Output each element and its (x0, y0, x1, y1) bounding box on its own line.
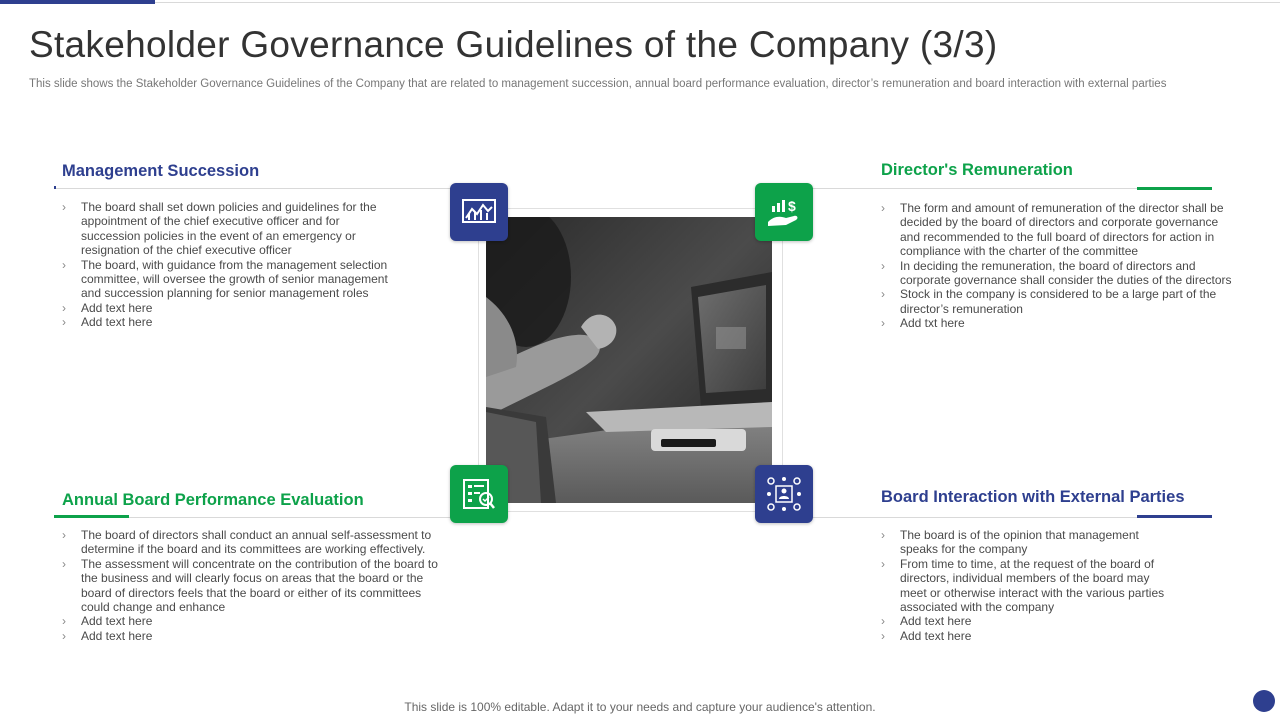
management-succession-rule (54, 188, 450, 189)
list-item: › Add txt here (881, 316, 1236, 330)
list-item: › Add text here (62, 301, 402, 315)
evaluation-report-icon (450, 465, 508, 523)
list-item: › Add text here (62, 629, 447, 643)
page-title: Stakeholder Governance Guidelines of the Company (3/3) (29, 24, 998, 65)
management-succession-accent (54, 186, 56, 189)
meeting-photo-illustration (486, 217, 772, 503)
corner-dot (1253, 690, 1275, 712)
list-item: › The board shall set down policies and guidelines for the appointment of the chief executive officer and for succession policies in the event of an emergency or resignation of the chief executive officer (62, 200, 402, 258)
footer-note: This slide is 100% editable. Adapt it to your needs and capture your audience's attention. (404, 700, 876, 714)
board-interaction-accent (1137, 515, 1212, 518)
network-people-icon (755, 465, 813, 523)
list-item: › Add text here (62, 614, 447, 628)
directors-remuneration-title: Director's Remuneration (881, 161, 1073, 179)
money-hand-icon (755, 183, 813, 241)
list-item: › The board is of the opinion that management speaks for the company (881, 528, 1171, 557)
list-item: › The board of directors shall conduct an annual self-assessment to determine if the board and its committees are working effectively. (62, 528, 447, 557)
management-succession-list (62, 200, 402, 330)
list-item: › In deciding the remuneration, the board of directors and corporate governance shall consider the duties of the directors (881, 259, 1236, 288)
list-item: › Stock in the company is considered to be a large part of the director’s remuneration (881, 287, 1236, 316)
svg-text:$: $ (788, 198, 796, 214)
top-accent-bar (0, 0, 155, 4)
directors-remuneration-list (881, 201, 1236, 331)
list-item: › Add text here (881, 614, 1171, 628)
list-item: › The form and amount of remuneration of the director shall be decided by the board of directors and corporate governance and recommended to the full board of directors for action in compliance with the charter of the committee (881, 201, 1236, 259)
list-item: › Add text here (62, 315, 402, 329)
chart-board-icon (450, 183, 508, 241)
list-item: › The assessment will concentrate on the contribution of the board to the business and will clearly focus on areas that the board or the board of directors feels that the board or either of its committees could change and enhance (62, 557, 447, 615)
list-item: › Add text here (881, 629, 1171, 643)
annual-board-evaluation-title: Annual Board Performance Evaluation (62, 491, 364, 509)
list-item: › The board, with guidance from the management selection committee, will oversee the growth of senior management and succession planning for senior management roles (62, 258, 402, 301)
list-item: › From time to time, at the request of the board of directors, individual members of the board may meet or otherwise interact with the various parties associated with the company (881, 557, 1171, 615)
board-interaction-title: Board Interaction with External Parties (881, 488, 1185, 506)
annual-board-evaluation-list (62, 528, 447, 643)
directors-remuneration-accent (1137, 187, 1212, 190)
meeting-photo (486, 217, 772, 503)
top-divider (155, 2, 1280, 3)
page-subtitle: This slide shows the Stakeholder Governance Guidelines of the Company that are related to management succession, annual board performance evaluation, director’s remuneration and board interaction with external parties (29, 78, 1167, 90)
board-interaction-list (881, 528, 1171, 643)
annual-board-evaluation-accent (54, 515, 129, 518)
management-succession-title: Management Succession (62, 162, 260, 180)
